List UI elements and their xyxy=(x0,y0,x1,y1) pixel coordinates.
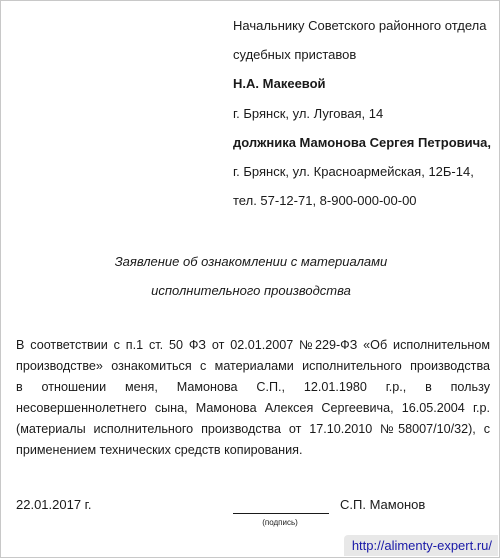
body-line: применением технических средств копирования. xyxy=(16,443,303,457)
addressee-line: Начальнику Советского районного отдела xyxy=(233,18,487,33)
body-paragraph xyxy=(16,335,490,461)
addressee-block xyxy=(233,11,495,215)
document-title xyxy=(1,247,500,305)
body-line: В соответствии с п.1 ст. 50 ФЗ от 02.01.2007 №229-ФЗ «Об исполнительном xyxy=(16,338,490,352)
addressee-name: Н.А. Макеевой xyxy=(233,76,326,92)
debtor-address: г. Брянск, ул. Красноармейская, 12Б-14, xyxy=(233,164,474,180)
body-line: производстве» ознакомиться с материалами исполнительного производства xyxy=(16,359,490,373)
source-watermark: http://alimenty-expert.ru/ xyxy=(344,535,498,556)
addressee-line: судебных приставов xyxy=(233,47,357,63)
body-line: (материалы исполнительного производства от 17.10.2010 №58007/10/32), с xyxy=(16,422,490,436)
signer-name: С.П. Мамонов xyxy=(340,497,426,512)
signature-caption: (подпись) xyxy=(262,518,298,527)
addressee-address: г. Брянск, ул. Луговая, 14 xyxy=(233,105,384,121)
body-line: несовершеннолетнего сына, Мамонова Алексея Сергеевича, 16.05.2004 г.р. xyxy=(16,401,490,415)
debtor-phone: тел. 57-12-71, 8-900-000-00-00 xyxy=(233,193,417,209)
debtor-name: должника Мамонова Сергея Петровича, xyxy=(233,134,492,150)
document-date: 22.01.2017 г. xyxy=(16,497,92,512)
signature-line xyxy=(233,513,329,514)
title-line: исполнительного производства xyxy=(151,283,351,298)
body-line: в отношении меня, Мамонова С.П., 12.01.1980 г.р., в пользу xyxy=(16,380,490,394)
title-line: Заявление об ознакомлении с материалами xyxy=(114,254,388,269)
